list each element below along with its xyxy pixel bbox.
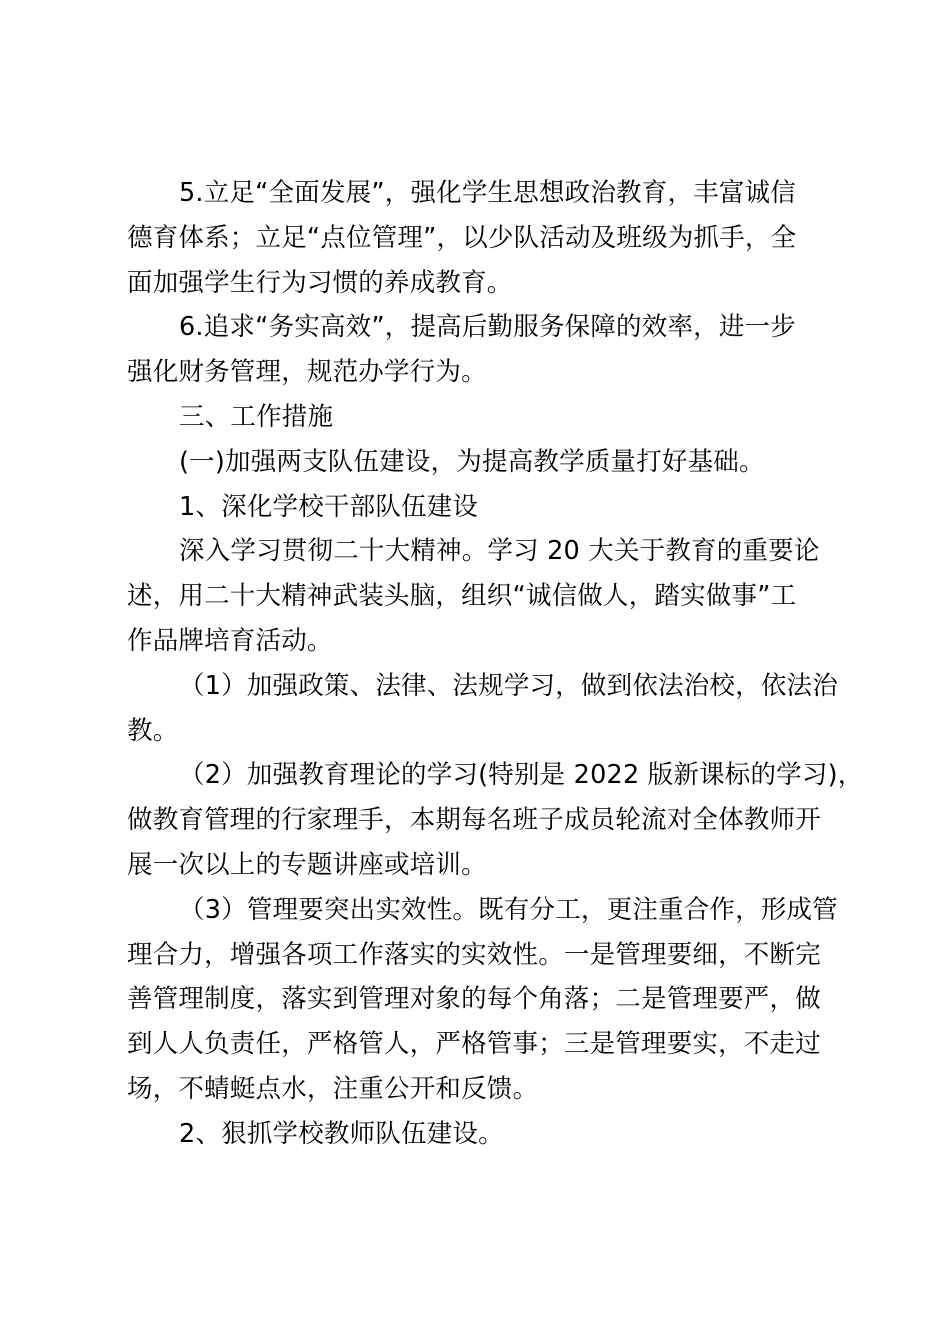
section-heading: 三、工作措施	[179, 401, 334, 432]
text-line: 展一次以上的专题讲座或培训。	[127, 849, 487, 880]
text-line: 面加强学生行为习惯的养成教育。	[127, 267, 513, 298]
text-line: 强化财务管理，规范办学行为。	[127, 357, 487, 388]
text-line: 做教育管理的行家理手，本期每名班子成员轮流对全体教师开	[127, 805, 821, 836]
text-line: （2）加强教育理论的学习(特别是 2022 版新课标的学习)，	[179, 760, 864, 791]
text-line: 深入学习贯彻二十大精神。学习 20 大关于教育的重要论	[179, 536, 820, 567]
document-body	[127, 171, 864, 1157]
text-line: 善管理制度，落实到管理对象的每个角落；二是管理要严，做	[127, 984, 821, 1015]
text-line: 教。	[127, 715, 179, 746]
text-line: 6.追求“务实高效”，提高后勤服务保障的效率，进一步	[179, 312, 796, 343]
text-line: 述，用二十大精神武装头脑，组织“诚信做人，踏实做事”工	[127, 581, 797, 612]
text-line: 到人人负责任，严格管人，严格管事；三是管理要实，不走过	[127, 1029, 821, 1060]
text-line: 作品牌培育活动。	[127, 625, 333, 656]
item-heading: 1、深化学校干部队伍建设	[179, 491, 479, 522]
text-line: （3）管理要突出实效性。既有分工，更注重合作，形成管	[179, 894, 838, 925]
text-line: （1）加强政策、法律、法规学习，做到依法治校，依法治	[179, 670, 838, 701]
text-line: 5.立足“全面发展”，强化学生思想政治教育，丰富诚信	[179, 178, 796, 208]
subsection-heading: (一)加强两支队伍建设，为提高教学质量打好基础。	[179, 446, 765, 477]
text-line: 场，不蜻蜓点水，注重公开和反馈。	[127, 1073, 539, 1104]
text-line: 德育体系；立足“点位管理”，以少队活动及班级为抓手，全	[127, 222, 797, 253]
item-heading: 2、狠抓学校教师队伍建设。	[179, 1118, 504, 1149]
text-line: 理合力，增强各项工作落实的实效性。一是管理要细，不断完	[127, 939, 821, 970]
